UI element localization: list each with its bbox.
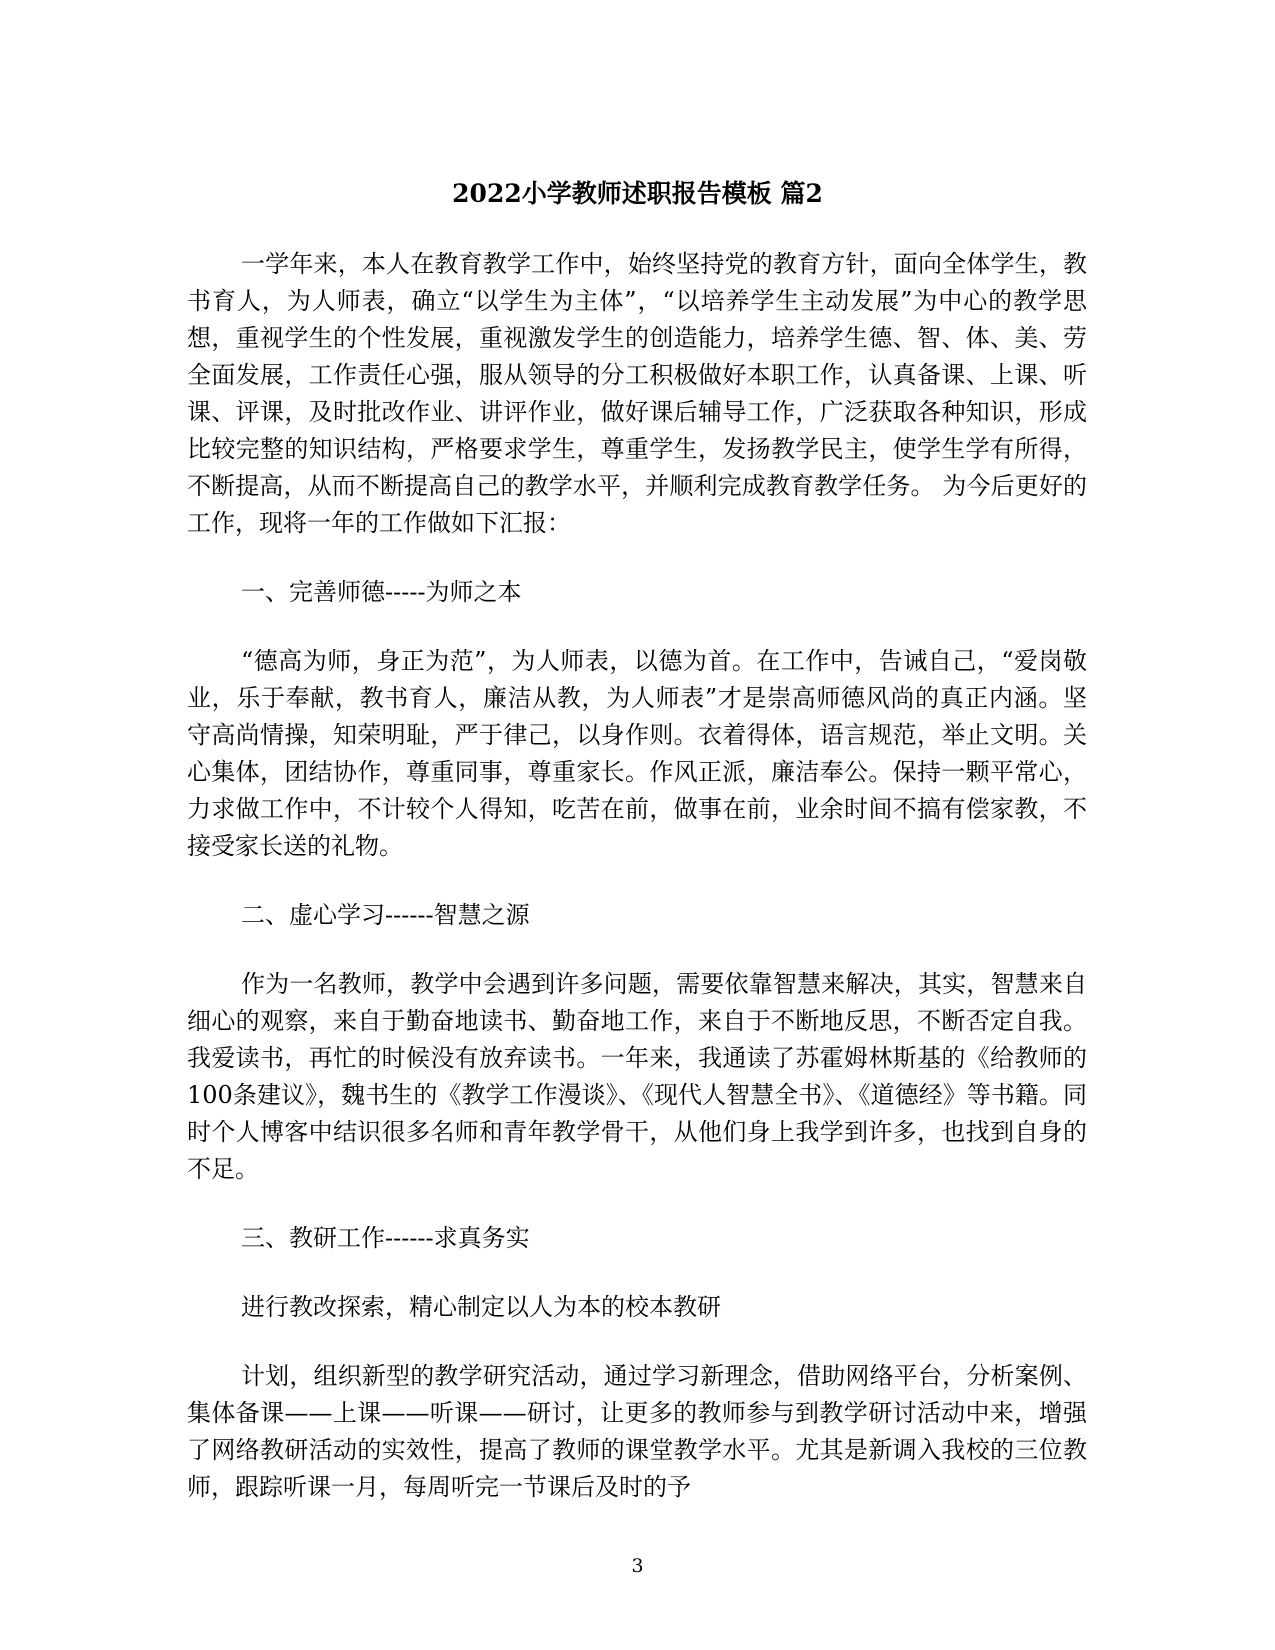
section-heading-3: 三、教研工作------求真务实 xyxy=(241,1224,530,1252)
section-heading-2: 二、虚心学习------智慧之源 xyxy=(241,901,530,929)
intro-paragraph: 一学年来，本人在教育教学工作中，始终坚持党的教育方针，面向全体学生，教书育人，为人师表，确立“以学生为主体”，“以培养学生主动发展”为中心的教学思想，重视学生的个性发展，重视激发学生的创造能力，培养学生德、智、体、美、劳全面发展，工作责任心强，服从领导的分工积极做好本职工作，认真备课、上课、听课、评课，及时批改作业、讲评作业，做好课后辅导工作，广泛获取各种知识，形成比较完整的知识结构，严格要求学生，尊重学生，发扬教学民主，使学生学有所得，不断提高，从而不断提高自己的教学水平，并顺利完成教育教学任务。 为今后更好的工作，现将一年的工作做如下汇报： xyxy=(187,250,1087,537)
section-1-paragraph: “德高为师，身正为范”，为人师表，以德为首。在工作中，告诫自己，“爱岗敬业，乐于奉献，教书育人，廉洁从教，为人师表”才是崇高师德风尚的真正内涵。坚守高尚情操，知荣明耻，严于律己，以身作则。衣着得体，语言规范，举止文明。关心集体，团结协作，尊重同事，尊重家长。作风正派，廉洁奉公。保持一颗平常心，力求做工作中，不计较个人得知，吃苦在前，做事在前，业余时间不搞有偿家教，不接受家长送的礼物。 xyxy=(187,647,1087,860)
document-body xyxy=(187,246,1087,1506)
document-title: 2022小学教师述职报告模板 篇2 xyxy=(452,179,823,208)
section-2-paragraph: 作为一名教师，教学中会遇到许多问题，需要依靠智慧来解决，其实，智慧来自细心的观察，来自于勤奋地读书、勤奋地工作，来自于不断地反思，不断否定自我。我爱读书，再忙的时候没有放弃读书。一年来，我通读了苏霍姆林斯基的《给教师的100条建议》，魏书生的《教学工作漫谈》、《现代人智慧全书》、《道德经》等书籍。同时个人博客中结识很多名师和青年教学骨干，从他们身上我学到许多，也找到自身的不足。 xyxy=(187,970,1087,1183)
section-3-paragraph: 计划，组织新型的教学研究活动，通过学习新理念，借助网络平台，分析案例、集体备课——上课——听课——研讨，让更多的教师参与到教学研讨活动中来，增强了网络教研活动的实效性，提高了教师的课堂教学水平。尤其是新调入我校的三位教师，跟踪听课一月，每周听完一节课后及时的予 xyxy=(187,1362,1087,1501)
section-heading-1: 一、完善师德-----为师之本 xyxy=(241,578,522,606)
section-3-lead-line: 进行教改探索，精心制定以人为本的校本教研 xyxy=(241,1293,721,1321)
page-number: 3 xyxy=(631,1555,644,1577)
